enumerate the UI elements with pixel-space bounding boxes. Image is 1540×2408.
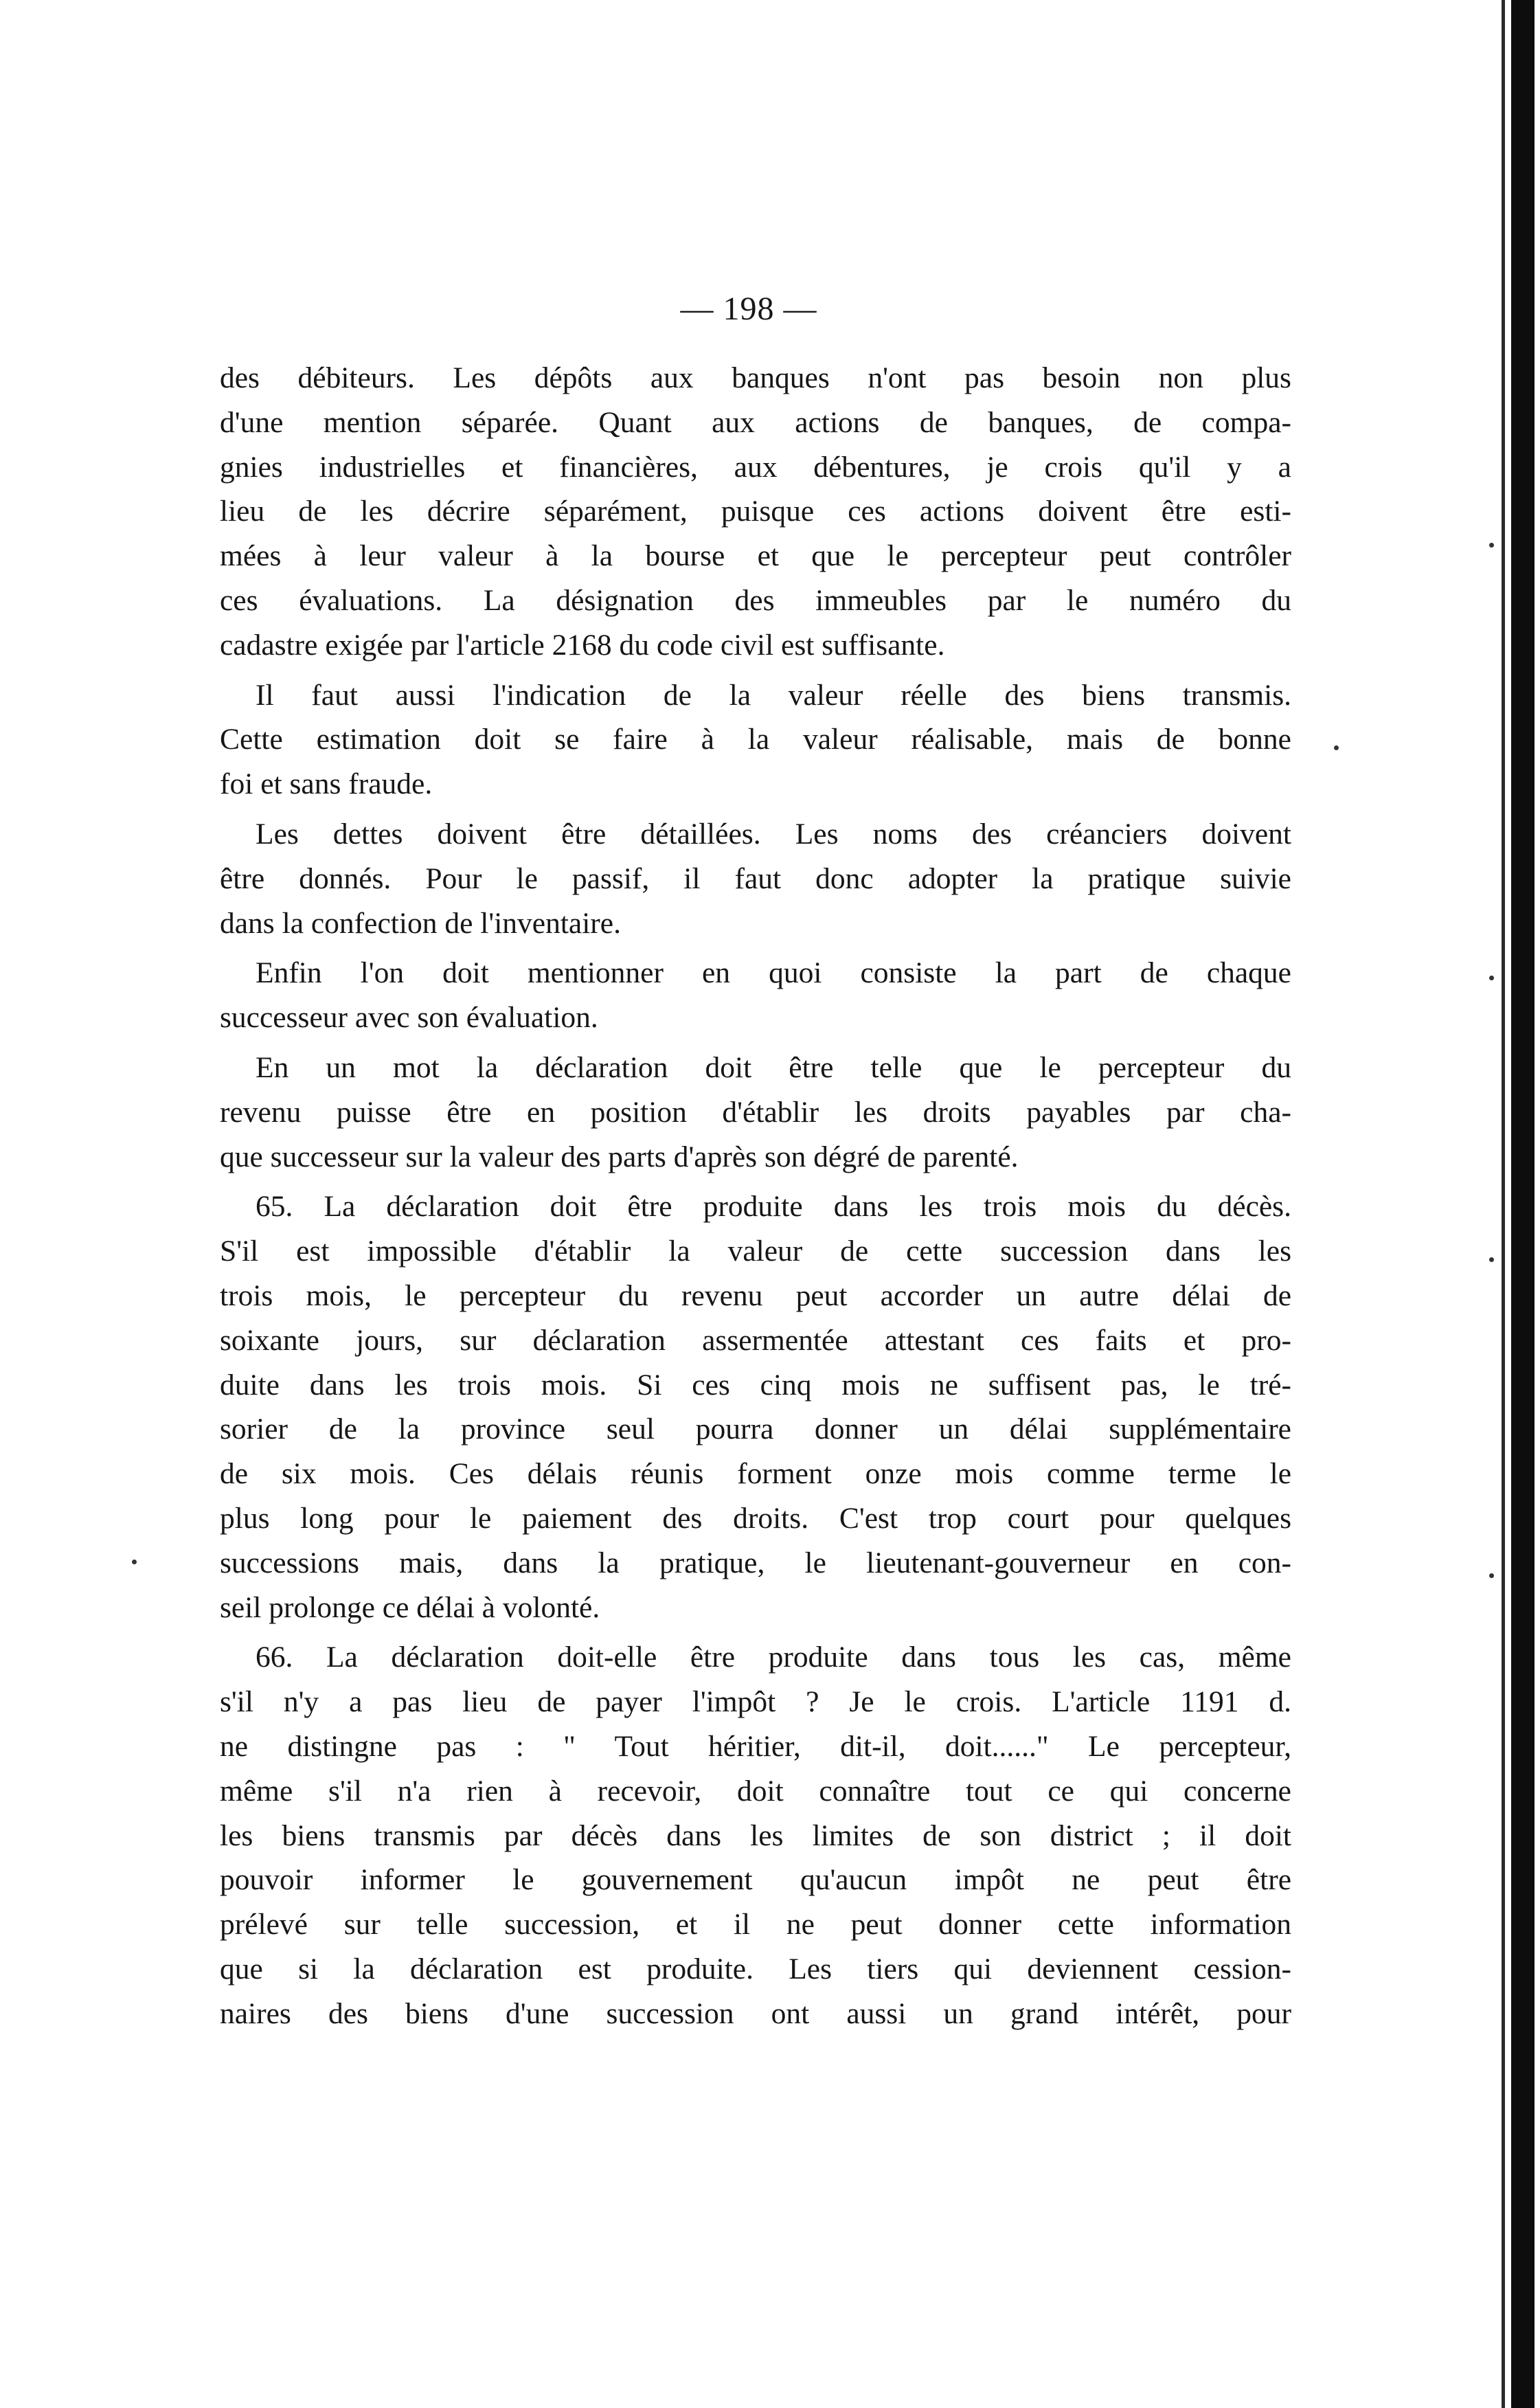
text-line: des débiteurs. Les dépôts aux banques n'ont pas besoin non plus <box>220 361 1291 394</box>
paragraph-section-65 <box>220 1184 1291 1630</box>
text-line: s'il n'y a pas lieu de payer l'impôt ? Je le crois. L'article 1191 d. <box>220 1685 1291 1719</box>
text-line: sorier de la province seul pourra donner un délai supplémentaire <box>220 1413 1291 1446</box>
text-line: trois mois, le percepteur du revenu peut accorder un autre délai de <box>220 1279 1291 1312</box>
scan-speck <box>1334 745 1339 750</box>
text-line: S'il est impossible d'établir la valeur de cette succession dans les <box>220 1235 1291 1268</box>
text-line: ces évaluations. La désignation des immeubles par le numéro du <box>220 583 1291 617</box>
text-line: Enfin l'on doit mentionner en quoi consiste la part de chaque <box>256 956 1291 990</box>
text-line: même s'il n'a rien à recevoir, doit connaître tout ce qui concerne <box>220 1774 1291 1808</box>
paragraph-1 <box>220 356 1291 668</box>
scan-speck <box>1489 1573 1494 1578</box>
scan-speck <box>132 1560 137 1564</box>
text-line: les biens transmis par décès dans les limites de son district ; il doit <box>220 1819 1291 1852</box>
text-line: mées à leur valeur à la bourse et que le percepteur peut contrôler <box>220 539 1291 573</box>
scan-speck <box>1489 976 1494 980</box>
paragraph-2 <box>220 673 1291 807</box>
scan-speck <box>1489 1257 1494 1262</box>
text-line: lieu de les décrire séparément, puisque ces actions doivent être esti- <box>220 495 1291 528</box>
text-line: d'une mention séparée. Quant aux actions de banques, de compa- <box>220 405 1291 439</box>
text-line: 66. La déclaration doit-elle être produite dans tous les cas, même <box>256 1641 1291 1674</box>
text-line: naires des biens d'une succession ont aussi un grand intérêt, pour <box>220 1996 1291 2030</box>
text-line: que successeur sur la valeur des parts d'après son dégré de parenté. <box>220 1140 1019 1173</box>
text-line: Les dettes doivent être détaillées. Les noms des créanciers doivent <box>256 817 1291 851</box>
paragraph-3 <box>220 812 1291 945</box>
text-line: successeur avec son évaluation. <box>220 1001 598 1035</box>
text-line: 65. La déclaration doit être produite dans les trois mois du décès. <box>256 1190 1291 1224</box>
text-line: cadastre exigée par l'article 2168 du code civil est suffisante. <box>220 628 945 662</box>
text-line: revenu puisse être en position d'établir les droits payables par cha- <box>220 1095 1291 1129</box>
text-line: successions mais, dans la pratique, le lieutenant-gouverneur en con- <box>220 1546 1291 1579</box>
text-line: En un mot la déclaration doit être telle que le percepteur du <box>256 1050 1291 1084</box>
scan-edge-line <box>1502 0 1505 2408</box>
paragraph-section-66 <box>220 1635 1291 2036</box>
scan-speck <box>1489 543 1494 548</box>
paragraph-4 <box>220 951 1291 1040</box>
body-text <box>220 356 1291 2036</box>
text-line: Il faut aussi l'indication de la valeur réelle des biens transmis. <box>256 678 1291 712</box>
text-line: que si la déclaration est produite. Les tiers qui deviennent cession- <box>220 1952 1291 1985</box>
text-line: soixante jours, sur déclaration assermentée attestant ces faits et pro- <box>220 1323 1291 1357</box>
text-line: prélevé sur telle succession, et il ne peut donner cette information <box>220 1908 1291 1942</box>
text-line: seil prolonge ce délai à volonté. <box>220 1590 600 1624</box>
text-line: être donnés. Pour le passif, il faut donc adopter la pratique suivie <box>220 862 1291 895</box>
text-line: plus long pour le paiement des droits. C'est trop court pour quelques <box>220 1501 1291 1535</box>
text-line: foi et sans fraude. <box>220 767 433 801</box>
text-line: gnies industrielles et financières, aux débentures, je crois qu'il y a <box>220 450 1291 484</box>
text-line: de six mois. Ces délais réunis forment onze mois comme terme le <box>220 1457 1291 1491</box>
scan-edge-shadow <box>1511 0 1535 2408</box>
text-line: duite dans les trois mois. Si ces cinq mois ne suffisent pas, le tré- <box>220 1368 1291 1402</box>
paragraph-5 <box>220 1046 1291 1179</box>
text-line: ne distingne pas : " Tout héritier, dit-il, doit......" Le percepteur, <box>220 1729 1291 1763</box>
text-line: dans la confection de l'inventaire. <box>220 906 621 940</box>
text-line: pouvoir informer le gouvernement qu'aucun impôt ne peut être <box>220 1863 1291 1897</box>
text-line: Cette estimation doit se faire à la valeur réalisable, mais de bonne <box>220 723 1291 756</box>
page-number: — 198 — <box>680 291 817 327</box>
